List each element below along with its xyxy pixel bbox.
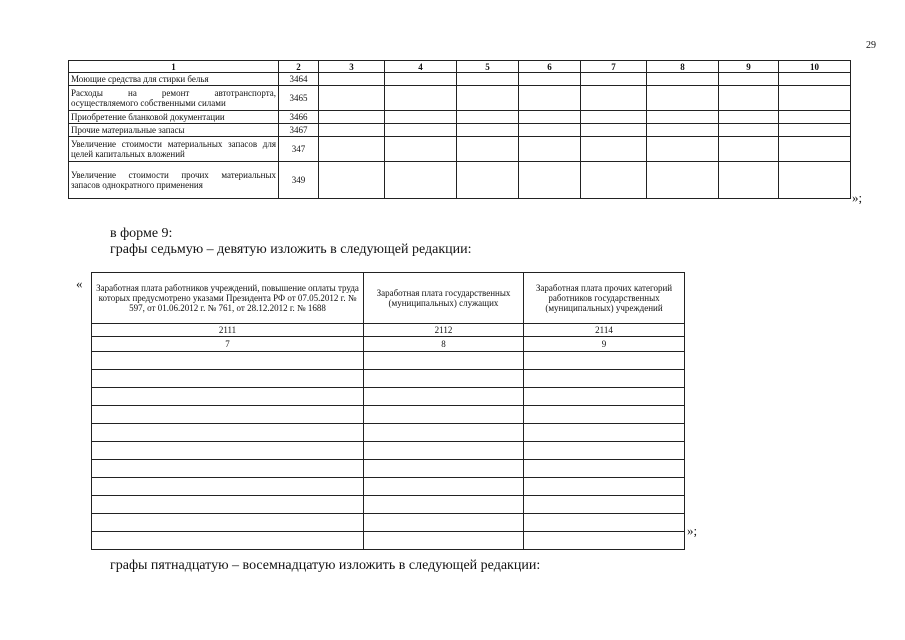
column-code: 2112	[364, 324, 524, 337]
table-row	[92, 514, 685, 532]
column-header: Заработная плата прочих категорий работников государственных (муниципальных) учреждений	[524, 273, 685, 324]
column-number: 1	[69, 61, 279, 73]
column-code: 2114	[524, 324, 685, 337]
row-code: 3466	[279, 111, 319, 124]
column-header: Заработная плата работников учреждений, повышение оплаты труда которых предусмотрено указами Президента РФ от 07.05.2012 г. № 597, от 01.06.2012 г. № 761, от 28.12.2012 г. № 1688	[92, 273, 364, 324]
table-row	[92, 496, 685, 514]
column-number: 6	[519, 61, 581, 73]
table-row	[92, 460, 685, 478]
instruction-text: графы пятнадцатую – восемнадцатую изложить в следующей редакции:	[110, 558, 541, 573]
table-row	[69, 124, 851, 137]
table-row	[92, 388, 685, 406]
column-header: Заработная плата государственных (муниципальных) служащих	[364, 273, 524, 324]
row-name: Приобретение бланковой документации	[69, 111, 279, 124]
column-number: 10	[779, 61, 851, 73]
column-number: 9	[719, 61, 779, 73]
table-row	[92, 442, 685, 460]
closing-quote: »;	[852, 190, 863, 205]
table-row	[69, 162, 851, 199]
table-row	[92, 532, 685, 550]
row-name: Прочие материальные запасы	[69, 124, 279, 137]
row-name: Расходы на ремонт автотранспорта, осуществляемого собственными силами	[69, 86, 279, 111]
code-row	[92, 324, 685, 337]
table-header-row	[92, 273, 685, 324]
row-name: Увеличение стоимости прочих материальных запасов однократного применения	[69, 162, 279, 199]
row-code: 3464	[279, 73, 319, 86]
table-row	[92, 424, 685, 442]
column-number: 9	[524, 337, 685, 352]
table-row	[69, 73, 851, 86]
expense-table	[68, 60, 851, 199]
page-number: 29	[866, 40, 876, 51]
column-number: 3	[319, 61, 385, 73]
table-row	[92, 370, 685, 388]
form-reference: в форме 9:	[110, 226, 173, 241]
table-row	[69, 111, 851, 124]
row-code: 3467	[279, 124, 319, 137]
salary-table	[91, 272, 685, 550]
table-row	[92, 406, 685, 424]
column-code: 2111	[92, 324, 364, 337]
row-code: 349	[279, 162, 319, 199]
table-row	[69, 86, 851, 111]
opening-quote: «	[76, 276, 83, 291]
column-number: 8	[647, 61, 719, 73]
column-number: 8	[364, 337, 524, 352]
closing-quote: »;	[687, 523, 698, 538]
column-number: 7	[581, 61, 647, 73]
row-code: 3465	[279, 86, 319, 111]
row-code: 347	[279, 137, 319, 162]
row-name: Увеличение стоимости материальных запасов для целей капитальных вложений	[69, 137, 279, 162]
column-number: 4	[385, 61, 457, 73]
column-number: 2	[279, 61, 319, 73]
column-number: 7	[92, 337, 364, 352]
row-name: Моющие средства для стирки белья	[69, 73, 279, 86]
table-row	[92, 352, 685, 370]
column-number-row	[92, 337, 685, 352]
table-row	[92, 478, 685, 496]
table-row	[69, 137, 851, 162]
instruction-text: графы седьмую – девятую изложить в следующей редакции:	[110, 242, 472, 257]
column-number: 5	[457, 61, 519, 73]
table-header-row	[69, 61, 851, 73]
